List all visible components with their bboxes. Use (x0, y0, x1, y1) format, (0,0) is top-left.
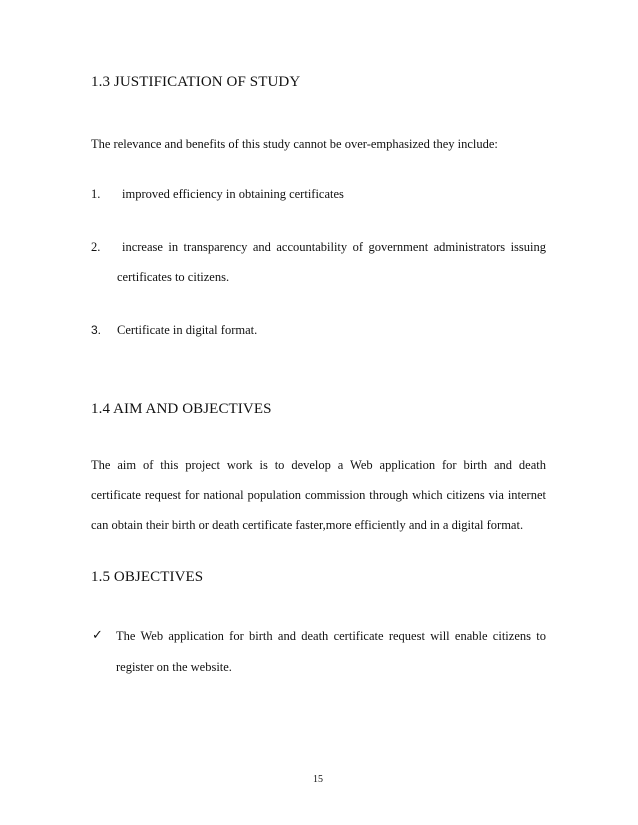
section-heading-objectives: 1.5 OBJECTIVES (91, 569, 204, 585)
checkmark-icon: ✓ (92, 628, 103, 643)
aim-paragraph-line: can obtain their birth or death certificate faster,more efficiently and in a digital format. (91, 518, 524, 532)
list-item-number: 2. (91, 240, 101, 254)
list-item-text: increase in transparency and accountability of government administrators issuing (122, 240, 546, 254)
list-item-text: Certificate in digital format. (117, 323, 258, 337)
page-number: 15 (313, 774, 323, 785)
list-item-text: improved efficiency in obtaining certificates (122, 187, 344, 201)
list-item-number: 3. (91, 323, 102, 337)
justification-intro: The relevance and benefits of this study cannot be over-emphasized they include: (91, 137, 498, 151)
objective-item-text: The Web application for birth and death certificate request will enable citizens to (116, 629, 546, 643)
list-item-number: 1. (91, 187, 101, 201)
objective-item-text-continuation: register on the website. (116, 660, 232, 674)
section-heading-justification: 1.3 JUSTIFICATION OF STUDY (91, 74, 301, 90)
list-item-text-continuation: certificates to citizens. (117, 270, 230, 284)
section-heading-aim: 1.4 AIM AND OBJECTIVES (91, 401, 272, 417)
aim-paragraph-line: certificate request for national population commission through which citizens via internet (91, 488, 546, 502)
aim-paragraph-line: The aim of this project work is to develop a Web application for birth and death (91, 458, 546, 472)
